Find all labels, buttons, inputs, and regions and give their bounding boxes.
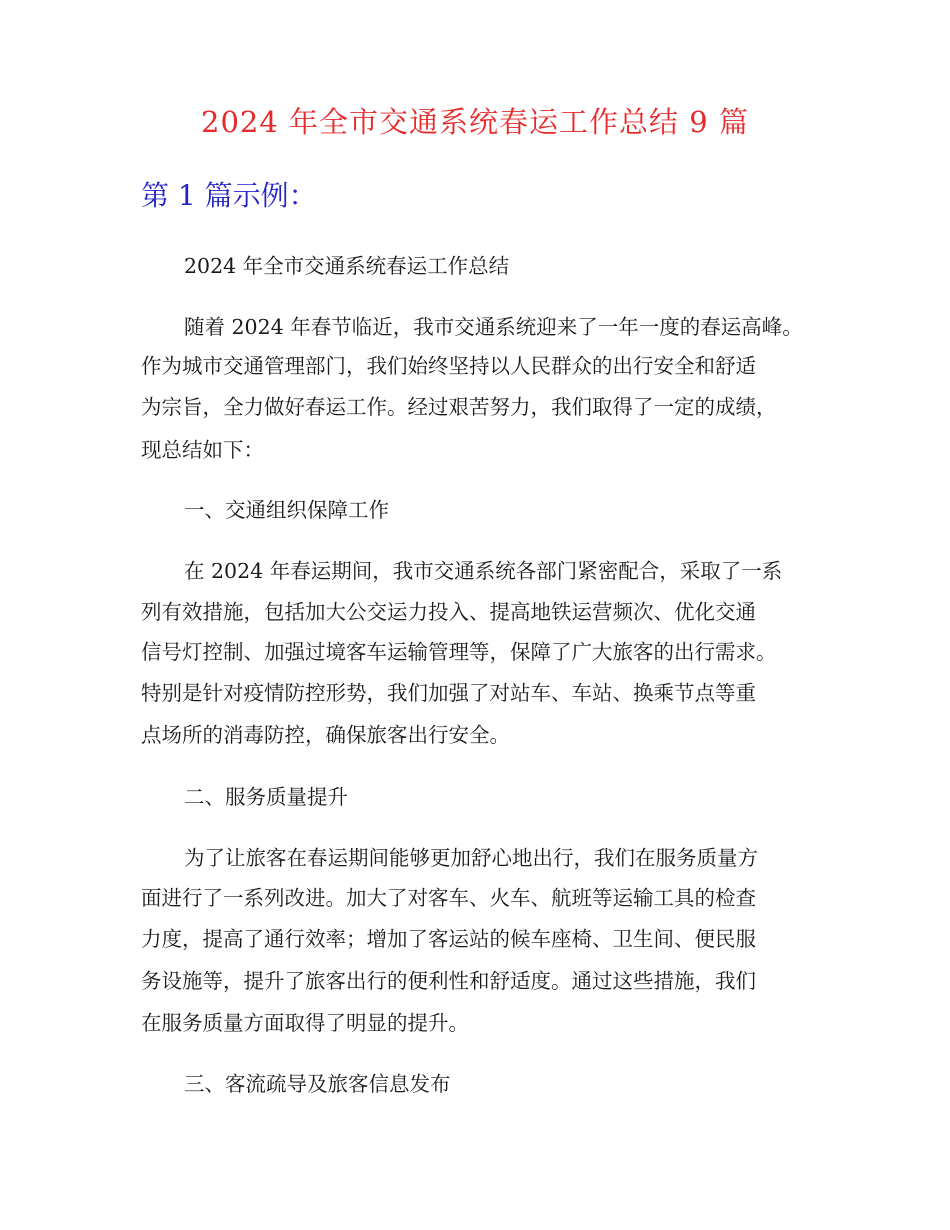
paragraph-1-line: 信号灯控制、加强过境客车运输管理等，保障了广大旅客的出行需求。 — [141, 640, 777, 664]
paragraph-heading-3: 三、客流疏导及旅客信息发布 — [184, 1072, 451, 1096]
paragraph-1-line: 点场所的消毒防控，确保旅客出行安全。 — [141, 723, 510, 747]
paragraph-heading-1: 一、交通组织保障工作 — [184, 498, 389, 522]
intro-line: 为宗旨，全力做好春运工作。经过艰苦努力，我们取得了一定的成绩， — [141, 395, 777, 419]
document-title: 2024 年全市交通系统春运工作总结 9 篇 — [201, 105, 749, 139]
section-heading: 第 1 篇示例： — [141, 179, 317, 212]
paragraph-2-line: 为了让旅客在春运期间能够更加舒心地出行，我们在服务质量方 — [184, 846, 758, 870]
intro-line: 现总结如下： — [141, 438, 264, 462]
paragraph-1-line: 特别是针对疫情防控形势，我们加强了对站车、车站、换乘节点等重 — [141, 681, 756, 705]
subtitle: 2024 年全市交通系统春运工作总结 — [184, 254, 510, 278]
paragraph-1-line: 列有效措施，包括加大公交运力投入、提高地铁运营频次、优化交通 — [141, 600, 756, 624]
paragraph-1-line: 在 2024 年春运期间，我市交通系统各部门紧密配合，采取了一系 — [184, 559, 783, 583]
paragraph-2-line: 面进行了一系列改进。加大了对客车、火车、航班等运输工具的检查 — [141, 886, 756, 910]
intro-line: 作为城市交通管理部门，我们始终坚持以人民群众的出行安全和舒适 — [141, 354, 756, 378]
paragraph-2-line: 在服务质量方面取得了明显的提升。 — [141, 1011, 469, 1035]
intro-line: 随着 2024 年春节临近，我市交通系统迎来了一年一度的春运高峰。 — [184, 315, 803, 339]
paragraph-heading-2: 二、服务质量提升 — [184, 785, 348, 809]
paragraph-2-line: 务设施等，提升了旅客出行的便利性和舒适度。通过这些措施，我们 — [141, 969, 756, 993]
paragraph-2-line: 力度，提高了通行效率；增加了客运站的候车座椅、卫生间、便民服 — [141, 927, 756, 951]
